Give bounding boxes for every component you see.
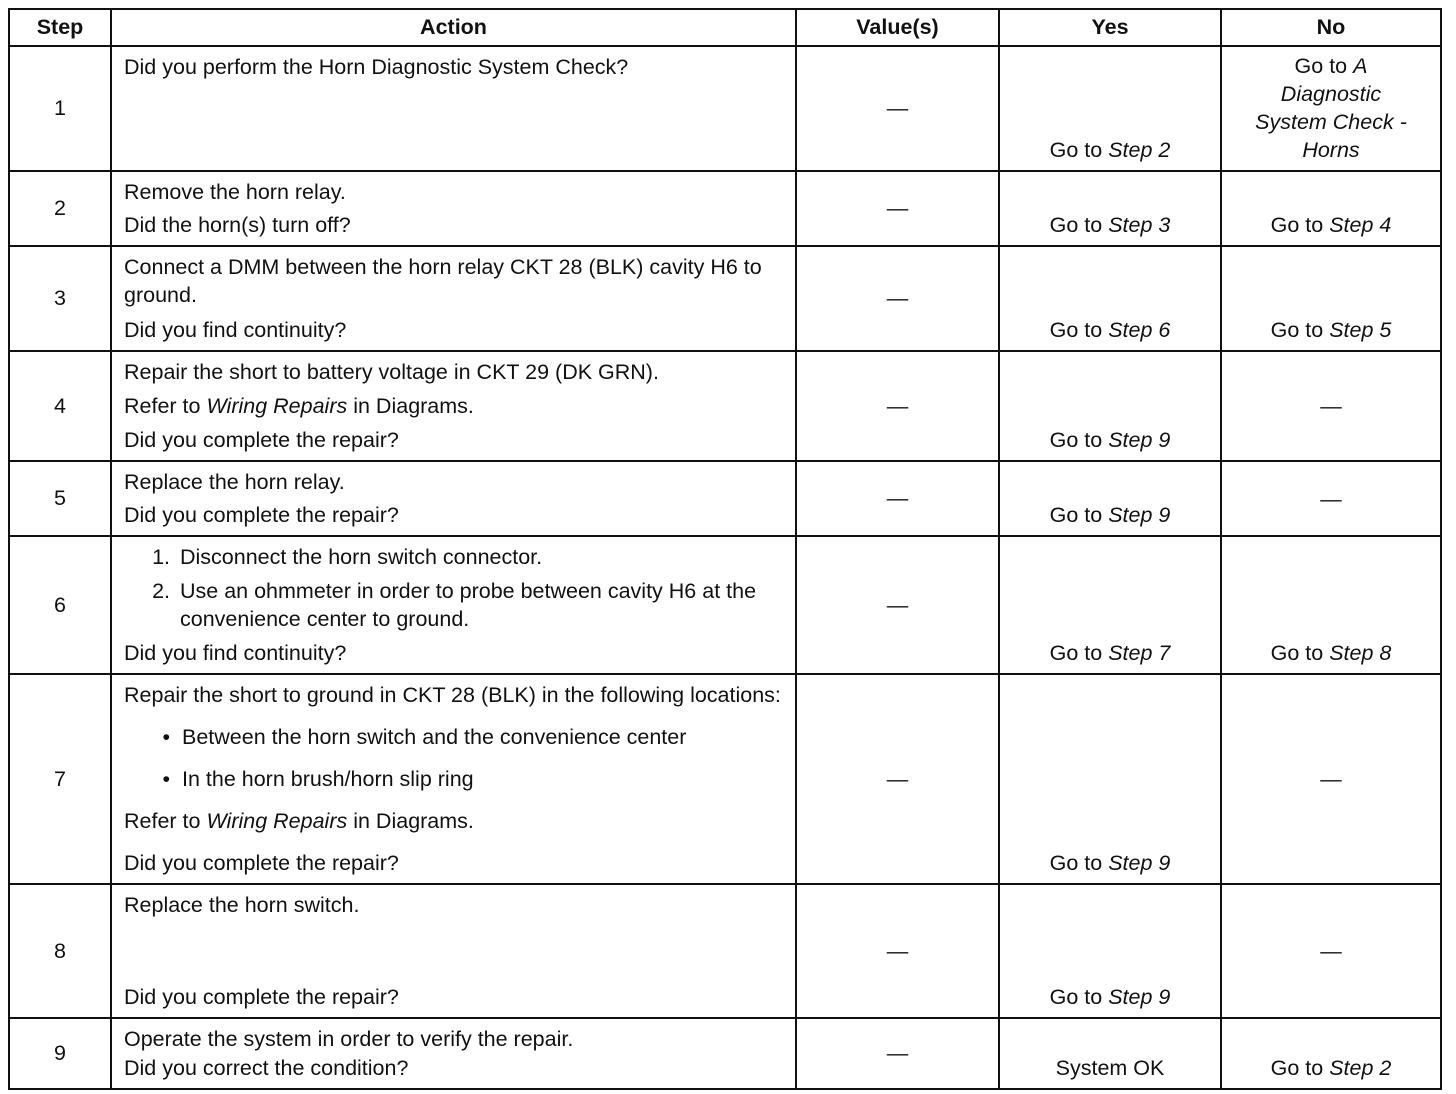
- value-cell: —: [796, 171, 999, 246]
- item-number: 2.: [152, 579, 170, 603]
- text-segment: Between the horn switch and the convenience center: [182, 725, 687, 749]
- text-segment: Repair the short to ground in CKT 28 (BLK) in the following locations:: [124, 683, 781, 707]
- italic-ref: Step 2: [1329, 1056, 1392, 1080]
- italic-ref: Step 9: [1108, 985, 1171, 1009]
- text-segment: Did you perform the Horn Diagnostic System Check?: [124, 55, 629, 79]
- text-segment: Go to: [1049, 213, 1109, 237]
- text-segment: in Diagrams.: [347, 394, 474, 418]
- action-cell: [111, 171, 796, 246]
- no-outcome: [1221, 674, 1441, 884]
- item-text: [182, 765, 474, 793]
- action-group: [124, 426, 783, 454]
- bullet-icon: •: [162, 725, 170, 749]
- bullet-item: [124, 765, 783, 793]
- action-group: [124, 891, 783, 919]
- action-line: [124, 1054, 783, 1082]
- action-cell: [111, 46, 796, 171]
- action-group: [124, 543, 783, 571]
- italic-ref: Wiring Repairs: [206, 809, 348, 833]
- action-group: [124, 468, 783, 496]
- action-line: [124, 178, 783, 206]
- table-row: [9, 351, 1441, 461]
- yes-outcome: [999, 674, 1221, 884]
- action-group: [124, 358, 783, 386]
- item-text: [182, 723, 686, 751]
- step-number: 7: [9, 674, 111, 884]
- text-segment: Refer to: [124, 809, 207, 833]
- step-number: 2: [9, 171, 111, 246]
- value-cell: —: [796, 884, 999, 1018]
- header-action: Action: [111, 9, 796, 46]
- action-group: [124, 392, 783, 420]
- action-line: [124, 358, 783, 386]
- italic-ref: A Diagnostic System Check - Horns: [1255, 54, 1407, 162]
- action-content: [112, 352, 795, 460]
- action-group: [124, 316, 783, 344]
- text-segment: Replace the horn switch.: [124, 893, 360, 917]
- italic-ref: Step 6: [1108, 318, 1171, 342]
- yes-outcome: [999, 46, 1221, 171]
- text-segment: System OK: [1055, 1056, 1165, 1080]
- text-segment: Did you complete the repair?: [124, 851, 399, 875]
- action-group: [124, 211, 783, 239]
- value-cell: —: [796, 1018, 999, 1089]
- item-number: 1.: [152, 545, 170, 569]
- action-content: [112, 537, 795, 673]
- action-group: [124, 765, 783, 793]
- text-segment: Remove the horn relay.: [124, 180, 346, 204]
- text-segment: Go to: [1049, 428, 1109, 452]
- action-line: [124, 53, 783, 81]
- no-outcome: [1221, 351, 1441, 461]
- text-segment: Go to: [1049, 503, 1109, 527]
- text-segment: Go to: [1270, 641, 1330, 665]
- step-number: 8: [9, 884, 111, 1018]
- action-line: [124, 211, 783, 239]
- text-segment: —: [1320, 767, 1342, 791]
- step-number: 6: [9, 536, 111, 674]
- action-content: [112, 675, 795, 883]
- table-row: [9, 1018, 1441, 1089]
- no-outcome: [1221, 1018, 1441, 1089]
- step-number: 9: [9, 1018, 111, 1089]
- header-yes: Yes: [999, 9, 1221, 46]
- no-outcome: [1221, 246, 1441, 351]
- table-row: [9, 536, 1441, 674]
- action-group: [124, 849, 783, 877]
- action-line: [124, 849, 783, 877]
- text-segment: Go to: [1049, 851, 1109, 875]
- italic-ref: Step 3: [1108, 213, 1171, 237]
- text-segment: Did the horn(s) turn off?: [124, 213, 351, 237]
- action-line: [124, 681, 783, 709]
- numbered-item: [124, 577, 783, 633]
- bullet-item: [124, 723, 783, 751]
- text-segment: —: [1320, 939, 1342, 963]
- action-cell: [111, 1018, 796, 1089]
- text-segment: Refer to: [124, 394, 207, 418]
- action-group: [124, 501, 783, 529]
- table-row: [9, 246, 1441, 351]
- action-line: [124, 468, 783, 496]
- item-text: [180, 577, 783, 633]
- value-cell: —: [796, 461, 999, 536]
- text-segment: Did you complete the repair?: [124, 503, 399, 527]
- text-segment: Connect a DMM between the horn relay CKT 28 (BLK) cavity H6 to ground.: [124, 255, 762, 307]
- action-group: [124, 1054, 783, 1082]
- text-segment: Did you find continuity?: [124, 318, 347, 342]
- step-number: 5: [9, 461, 111, 536]
- step-number: 1: [9, 46, 111, 171]
- text-segment: Go to: [1049, 138, 1109, 162]
- yes-outcome: [999, 171, 1221, 246]
- no-outcome: [1221, 171, 1441, 246]
- action-group: [124, 577, 783, 633]
- italic-ref: Step 9: [1108, 503, 1171, 527]
- italic-ref: Wiring Repairs: [206, 394, 348, 418]
- action-content: [112, 1019, 795, 1088]
- value-cell: —: [796, 246, 999, 351]
- item-text: [180, 543, 542, 571]
- text-segment: Go to: [1049, 318, 1109, 342]
- numbered-item: [124, 543, 783, 571]
- action-group: [124, 639, 783, 667]
- action-line: [124, 1025, 783, 1053]
- text-segment: Go to: [1049, 641, 1109, 665]
- italic-ref: Step 9: [1108, 428, 1171, 452]
- yes-outcome: [999, 536, 1221, 674]
- header-row: [9, 9, 1441, 46]
- italic-ref: Step 5: [1329, 318, 1392, 342]
- table-row: [9, 674, 1441, 884]
- action-group: [124, 983, 783, 1011]
- text-segment: Use an ohmmeter in order to probe between cavity H6 at the convenience center to ground.: [180, 579, 757, 631]
- action-cell: [111, 884, 796, 1018]
- header-no: No: [1221, 9, 1441, 46]
- yes-outcome: [999, 461, 1221, 536]
- text-segment: In the horn brush/horn slip ring: [182, 767, 474, 791]
- yes-outcome: [999, 246, 1221, 351]
- diagnostic-table: [8, 8, 1442, 1090]
- action-cell: [111, 674, 796, 884]
- action-cell: [111, 351, 796, 461]
- yes-outcome: [999, 884, 1221, 1018]
- action-line: [124, 392, 783, 420]
- action-content: [112, 47, 795, 170]
- yes-outcome: [999, 351, 1221, 461]
- step-number: 4: [9, 351, 111, 461]
- italic-ref: Step 8: [1329, 641, 1392, 665]
- action-content: [112, 247, 795, 350]
- action-cell: [111, 461, 796, 536]
- text-segment: Did you complete the repair?: [124, 428, 399, 452]
- italic-ref: Step 9: [1108, 851, 1171, 875]
- italic-ref: Step 7: [1108, 641, 1171, 665]
- action-line: [124, 807, 783, 835]
- table-row: [9, 171, 1441, 246]
- step-number: 3: [9, 246, 111, 351]
- italic-ref: Step 2: [1108, 138, 1171, 162]
- action-line: [124, 426, 783, 454]
- action-group: [124, 53, 783, 81]
- text-segment: Go to: [1270, 1056, 1330, 1080]
- text-segment: Did you complete the repair?: [124, 985, 399, 1009]
- header-step: Step: [9, 9, 111, 46]
- yes-outcome: [999, 1018, 1221, 1089]
- action-group: [124, 807, 783, 835]
- text-segment: Did you find continuity?: [124, 641, 347, 665]
- value-cell: —: [796, 536, 999, 674]
- action-line: [124, 891, 783, 919]
- no-outcome: [1221, 461, 1441, 536]
- action-group: [124, 253, 783, 309]
- text-segment: Disconnect the horn switch connector.: [180, 545, 543, 569]
- action-line: [124, 983, 783, 1011]
- action-content: [112, 172, 795, 245]
- table-row: [9, 46, 1441, 171]
- action-group: [124, 723, 783, 751]
- bullet-icon: •: [162, 767, 170, 791]
- text-segment: Did you correct the condition?: [124, 1056, 409, 1080]
- action-cell: [111, 246, 796, 351]
- action-content: [112, 462, 795, 535]
- text-segment: Operate the system in order to verify the repair.: [124, 1027, 574, 1051]
- action-group: [124, 178, 783, 206]
- text-segment: in Diagrams.: [347, 809, 474, 833]
- text-segment: Go to: [1294, 54, 1354, 78]
- text-segment: Go to: [1049, 985, 1109, 1009]
- header-values: Value(s): [796, 9, 999, 46]
- action-line: [124, 253, 783, 309]
- no-outcome: [1221, 46, 1441, 171]
- action-line: [124, 501, 783, 529]
- table-row: [9, 884, 1441, 1018]
- value-cell: —: [796, 674, 999, 884]
- value-cell: —: [796, 46, 999, 171]
- text-segment: Go to: [1270, 213, 1330, 237]
- action-content: [112, 885, 795, 1017]
- action-cell: [111, 536, 796, 674]
- action-group: [124, 681, 783, 709]
- italic-ref: Step 4: [1329, 213, 1392, 237]
- text-segment: Repair the short to battery voltage in CKT 29 (DK GRN).: [124, 360, 659, 384]
- text-segment: Go to: [1270, 318, 1330, 342]
- table-row: [9, 461, 1441, 536]
- no-outcome: [1221, 536, 1441, 674]
- action-line: [124, 639, 783, 667]
- text-segment: Replace the horn relay.: [124, 470, 345, 494]
- text-segment: —: [1320, 394, 1342, 418]
- value-cell: —: [796, 351, 999, 461]
- text-segment: —: [1320, 486, 1342, 511]
- no-outcome: [1221, 884, 1441, 1018]
- action-line: [124, 316, 783, 344]
- action-group: [124, 1025, 783, 1053]
